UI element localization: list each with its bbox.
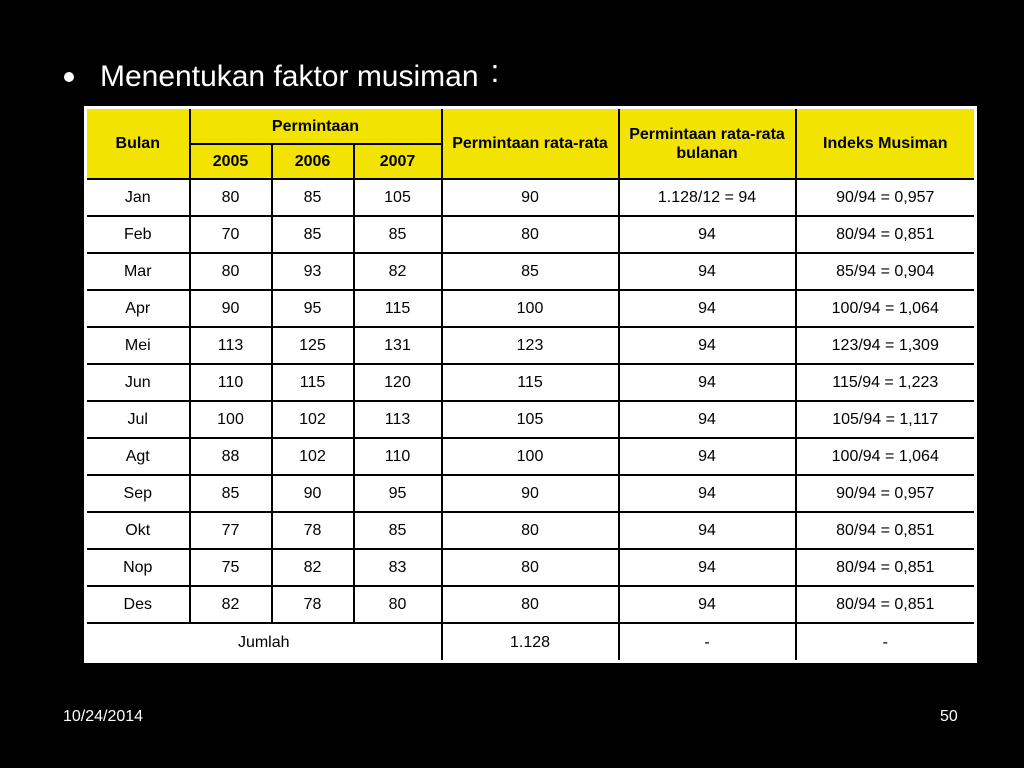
cell-bulan: Nop — [86, 549, 190, 586]
cell-rata-rata-bulanan: 94 — [619, 549, 796, 586]
cell-2007: 110 — [354, 438, 442, 475]
cell-2007: 80 — [354, 586, 442, 623]
cell-rata-rata-bulanan: 94 — [619, 364, 796, 401]
cell-rata-rata: 105 — [442, 401, 619, 438]
cell-bulan: Sep — [86, 475, 190, 512]
cell-2006: 85 — [272, 216, 354, 253]
header-year-2005: 2005 — [190, 144, 272, 179]
cell-2006: 102 — [272, 401, 354, 438]
cell-indeks: 90/94 = 0,957 — [796, 179, 976, 216]
footer-date: 10/24/2014 — [63, 708, 144, 725]
cell-rata-rata-bulanan: 94 — [619, 475, 796, 512]
cell-indeks: 90/94 = 0,957 — [796, 475, 976, 512]
header-row — [86, 108, 976, 145]
cell-2005: 82 — [190, 586, 272, 623]
header-permintaan-rata-rata-bulanan: Permintaan rata-rata bulanan — [619, 108, 796, 180]
cell-bulan: Agt — [86, 438, 190, 475]
cell-2005: 100 — [190, 401, 272, 438]
heading-colon: : — [490, 52, 500, 89]
total-rata-rata: 1.128 — [442, 623, 619, 662]
page-number: 50 — [940, 708, 958, 725]
header-indeks-musiman: Indeks Musiman — [796, 108, 976, 180]
cell-2005: 70 — [190, 216, 272, 253]
cell-indeks: 85/94 = 0,904 — [796, 253, 976, 290]
cell-rata-rata: 90 — [442, 475, 619, 512]
cell-2006: 85 — [272, 179, 354, 216]
cell-2007: 113 — [354, 401, 442, 438]
bullet-icon — [64, 72, 74, 82]
table-row — [86, 253, 976, 290]
cell-rata-rata: 80 — [442, 586, 619, 623]
cell-rata-rata-bulanan: 94 — [619, 253, 796, 290]
cell-rata-rata: 80 — [442, 549, 619, 586]
cell-2007: 131 — [354, 327, 442, 364]
table-row — [86, 290, 976, 327]
cell-2005: 110 — [190, 364, 272, 401]
table-row — [86, 216, 976, 253]
cell-indeks: 105/94 = 1,117 — [796, 401, 976, 438]
cell-2005: 88 — [190, 438, 272, 475]
cell-bulan: Des — [86, 586, 190, 623]
cell-2006: 90 — [272, 475, 354, 512]
header-permintaan-rata-rata: Permintaan rata-rata — [442, 108, 619, 180]
cell-rata-rata-bulanan: 94 — [619, 290, 796, 327]
cell-bulan: Feb — [86, 216, 190, 253]
cell-2006: 78 — [272, 512, 354, 549]
table-row — [86, 401, 976, 438]
total-label: Jumlah — [86, 623, 442, 662]
cell-2006: 102 — [272, 438, 354, 475]
cell-2005: 85 — [190, 475, 272, 512]
cell-rata-rata-bulanan: 94 — [619, 512, 796, 549]
heading-text: Menentukan faktor musiman — [100, 60, 479, 93]
cell-indeks: 80/94 = 0,851 — [796, 549, 976, 586]
cell-indeks: 100/94 = 1,064 — [796, 438, 976, 475]
total-row — [86, 623, 976, 662]
table-row — [86, 179, 976, 216]
cell-2007: 95 — [354, 475, 442, 512]
table-body — [86, 179, 976, 662]
cell-indeks: 80/94 = 0,851 — [796, 586, 976, 623]
cell-indeks: 115/94 = 1,223 — [796, 364, 976, 401]
cell-bulan: Apr — [86, 290, 190, 327]
cell-2005: 75 — [190, 549, 272, 586]
cell-2007: 120 — [354, 364, 442, 401]
header-year-2007: 2007 — [354, 144, 442, 179]
cell-2007: 85 — [354, 512, 442, 549]
cell-rata-rata: 100 — [442, 290, 619, 327]
cell-2005: 113 — [190, 327, 272, 364]
cell-rata-rata-bulanan: 94 — [619, 438, 796, 475]
total-rata-rata-bulanan: - — [619, 623, 796, 662]
cell-rata-rata: 123 — [442, 327, 619, 364]
cell-2006: 125 — [272, 327, 354, 364]
cell-2005: 80 — [190, 179, 272, 216]
cell-bulan: Mar — [86, 253, 190, 290]
cell-2007: 82 — [354, 253, 442, 290]
cell-rata-rata-bulanan: 1.128/12 = 94 — [619, 179, 796, 216]
cell-rata-rata: 115 — [442, 364, 619, 401]
cell-2006: 82 — [272, 549, 354, 586]
cell-2005: 77 — [190, 512, 272, 549]
cell-rata-rata-bulanan: 94 — [619, 586, 796, 623]
cell-indeks: 123/94 = 1,309 — [796, 327, 976, 364]
table-row — [86, 549, 976, 586]
table-row — [86, 512, 976, 549]
table-row — [86, 586, 976, 623]
cell-2005: 90 — [190, 290, 272, 327]
cell-rata-rata: 100 — [442, 438, 619, 475]
cell-2006: 93 — [272, 253, 354, 290]
table-row — [86, 364, 976, 401]
cell-2007: 83 — [354, 549, 442, 586]
header-bulan: Bulan — [86, 108, 190, 180]
cell-bulan: Jun — [86, 364, 190, 401]
table-row — [86, 475, 976, 512]
cell-2006: 78 — [272, 586, 354, 623]
cell-rata-rata: 80 — [442, 512, 619, 549]
slide-heading — [64, 52, 499, 102]
cell-indeks: 80/94 = 0,851 — [796, 216, 976, 253]
cell-bulan: Jul — [86, 401, 190, 438]
cell-indeks: 100/94 = 1,064 — [796, 290, 976, 327]
cell-2007: 115 — [354, 290, 442, 327]
cell-2006: 95 — [272, 290, 354, 327]
header-permintaan: Permintaan — [190, 108, 442, 145]
total-indeks: - — [796, 623, 976, 662]
cell-bulan: Jan — [86, 179, 190, 216]
header-year-2006: 2006 — [272, 144, 354, 179]
cell-2007: 105 — [354, 179, 442, 216]
table-row — [86, 327, 976, 364]
cell-rata-rata-bulanan: 94 — [619, 216, 796, 253]
cell-2005: 80 — [190, 253, 272, 290]
seasonal-index-table — [84, 106, 977, 663]
cell-indeks: 80/94 = 0,851 — [796, 512, 976, 549]
cell-rata-rata-bulanan: 94 — [619, 401, 796, 438]
cell-2006: 115 — [272, 364, 354, 401]
cell-rata-rata: 90 — [442, 179, 619, 216]
cell-bulan: Okt — [86, 512, 190, 549]
cell-rata-rata: 85 — [442, 253, 619, 290]
cell-bulan: Mei — [86, 327, 190, 364]
cell-rata-rata: 80 — [442, 216, 619, 253]
cell-rata-rata-bulanan: 94 — [619, 327, 796, 364]
cell-2007: 85 — [354, 216, 442, 253]
table-row — [86, 438, 976, 475]
